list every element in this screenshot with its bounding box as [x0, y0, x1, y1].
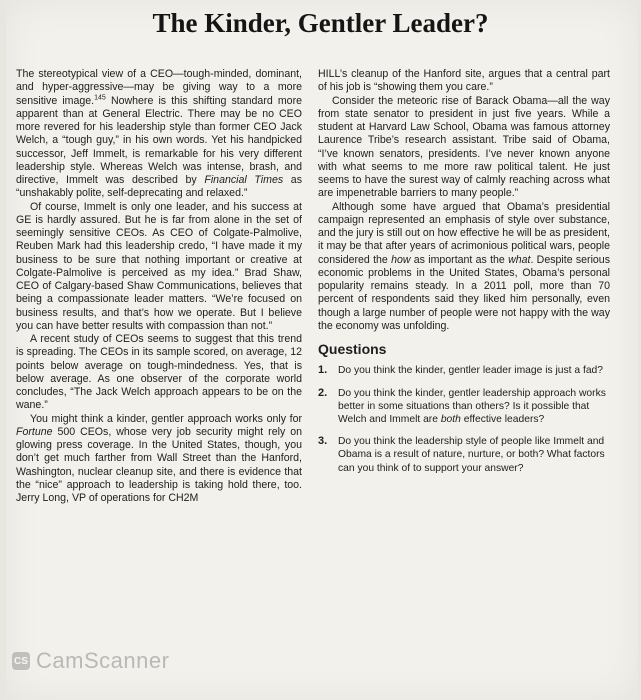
paragraph: Of course, Immelt is only one leader, and his success at GE is hardly assured. But he is far from alone in the set of seemingly sensitive CEOs. As CEO of Colgate-Palmolive, Reuben Mark had this leadership credo, “I have made it my business to be sure that nothing important or creative at Colgate-Palmolive is perceived as my idea.” Brad Shaw, CEO of Calgary-based Shaw Communications, believes that being a compassionate leader matters. “We’re focused on business results, and that’s how we operate. But I believe you can have better results with compassion than not.” — [16, 200, 302, 332]
text-run: as important as the — [410, 253, 509, 266]
text-run: 500 CEOs, whose very job security might rely on glowing press coverage. In the United States, though, you don’t get much farther from Wall Street than the Hanford, Washington, nuclear cleanup site, and there is evidence that the “nice” approach to leadership is taking hold there, too. Jerry Long, VP of operations for CH2M — [16, 425, 302, 504]
question-item — [318, 387, 610, 427]
text-run: The stereotypical view of a CEO—tough-minded, dominant, and hyper-aggressive—may be giving way to a more sensitive image. — [16, 68, 302, 107]
paragraph: A recent study of CEOs seems to suggest that this trend is spreading. The CEOs in its sample scored, on average, 12 points below average on tough-mindedness. Yes, that is below average. As one observer of the corporate world concludes, “The Jack Welch approach appears to be on the wane.” — [16, 333, 302, 412]
text-run: as “unshakably polite, self-deprecating and relaxed.” — [16, 174, 302, 200]
paragraph: HILL’s cleanup of the Hanford site, argues that a central part of his job is “showing them you care.” — [318, 68, 610, 94]
left-column — [16, 68, 302, 505]
scanner-watermark — [12, 648, 169, 674]
text-run: Although some have argued that Obama’s presidential campaign represented an emphasis of style over substance, and the jury is still out on how effective he will be as president, it may be that after years of acrimonious political wars, people considered the — [318, 200, 610, 266]
question-item — [318, 435, 610, 475]
paragraph: Consider the meteoric rise of Barack Obama—all the way from state senator to president in just five years. While a student at Harvard Law School, Obama was famous attorney Laurence Tribe’s research assistant. Tribe said of Obama, “I’ve known senators, presidents. I’ve never known anyone with what seems to me more raw political talent. He just seems to have the surest way of calmly reaching across what are impenetrable barriers to many people.” — [318, 94, 610, 200]
question-text: Do you think the leadership style of people like Immelt and Obama is a result of nature, nurture, or both? What factors can you think of to support your answer? — [338, 436, 605, 474]
text-run: . Despite serious economic problems in the United States, Obama’s personal popularity remains steady. In a 2011 poll, more than 70 percent of respondents said they liked him personally, even though a large number of people were not happy with the way the economy was unfolding. — [318, 253, 610, 332]
question-text — [338, 387, 610, 427]
questions-list — [318, 364, 610, 474]
emphasis: both — [440, 413, 461, 425]
question-number: 1. — [318, 364, 328, 377]
text-run: effective leaders? — [460, 413, 545, 425]
publication-name: Fortune — [16, 425, 53, 438]
text-run: Do you think the kinder, gentler leadership approach works better in some situations than others? Is it possible that Welch and Immelt are — [338, 387, 606, 425]
question-item — [318, 364, 610, 377]
text-run: You might think a kinder, gentler approach works only for — [30, 412, 302, 425]
question-text: Do you think the kinder, gentler leader image is just a fad? — [338, 365, 604, 377]
questions-heading: Questions — [318, 341, 387, 357]
emphasis: what — [508, 253, 531, 266]
emphasis: how — [391, 253, 411, 266]
footnote-ref: 145 — [94, 93, 106, 101]
watermark-text: CamScanner — [36, 648, 170, 673]
page-title: The Kinder, Gentler Leader? — [152, 8, 489, 38]
camscanner-logo-icon: CS — [12, 652, 30, 670]
text-run: Nowhere is this shifting standard more apparent than at General Electric. There may be no CEO more revered for his leadership style than former CEO Jack Welch, a “tough guy,” in his own words. Yet his handpicked successor, Jeff Immelt, is remarkable for his very different leadership style. Whereas Welch was intense, brash, and directive, Immelt was described by — [16, 94, 302, 186]
question-number: 2. — [318, 386, 328, 399]
publication-name: Financial Times — [204, 174, 284, 186]
right-column — [318, 68, 610, 484]
paragraph — [16, 413, 302, 506]
paragraph — [318, 201, 610, 334]
paragraph — [16, 68, 302, 201]
question-number: 3. — [318, 435, 328, 448]
